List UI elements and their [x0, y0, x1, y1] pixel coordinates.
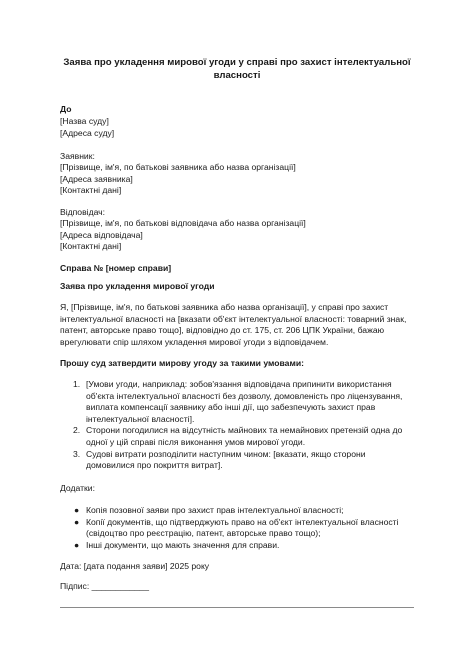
case-number: Справа № [номер справи] [60, 263, 172, 273]
footer-divider [60, 607, 414, 608]
intro-line: Я, [Прізвище, ім'я, по батькові заявника або назва організації], у справі про захист [60, 302, 389, 312]
condition-line: домовилися про покриття витрат]. [86, 460, 223, 470]
court-address: [Адреса суду] [60, 128, 115, 138]
court-name: [Назва суду] [60, 116, 109, 126]
intro-line: патент, авторське право тощо], відповідно до ст. 175, ст. 206 ЦПК України, бажаю [60, 325, 385, 335]
condition-number: 1. [73, 379, 81, 389]
bullet-icon: ● [74, 505, 80, 515]
bullet-icon: ● [74, 540, 80, 550]
respondent-label: Відповідач: [60, 207, 106, 217]
document-title [40, 57, 434, 82]
condition-number: 2. [73, 425, 81, 435]
bullet-icon: ● [74, 517, 80, 527]
applicant-address: [Адреса заявника] [60, 174, 133, 184]
signature-line: Підпис: ____________ [60, 581, 149, 591]
condition-line: Судові витрати розподілити наступним чином: [вказати, якщо сторони [86, 449, 366, 459]
attachment-line: Інші документи, що мають значення для справи. [86, 540, 280, 550]
condition-line: [Умови угоди, наприклад: зобов'язання відповідача припинити використання [86, 379, 392, 389]
attachment-line: Копія позовної заяви про захист прав інтелектуальної власності; [86, 505, 344, 515]
attachments-label: Додатки: [60, 483, 95, 493]
title-line-1: Заява про укладення мирової угоди у справі про захист інтелектуальної [63, 57, 411, 68]
case-subject: Заява про укладення мирової угоди [60, 281, 215, 291]
attachment-line: Копії документів, що підтверджують право на об'єкт інтелектуальної власності [86, 517, 399, 527]
request-heading: Прошу суд затвердити мирову угоду за такими умовами: [60, 358, 304, 368]
condition-line: інтелектуальної власності]. [86, 414, 195, 424]
condition-line: виплата компенсації заявнику або інші дії, що забезпечують захист прав [86, 402, 376, 412]
applicant-label: Заявник: [60, 151, 95, 161]
condition-line: об'єкта інтелектуальної власності без дозволу, домовленість про ліцензування, [86, 391, 403, 401]
condition-line: Сторони погодилися на відсутність майнових та немайнових претензій одна до [86, 425, 403, 435]
title-line-2: власності [213, 69, 261, 81]
condition-line: одної у цій справі після виконання умов мирової угоди. [86, 437, 306, 447]
respondent-address: [Адреса відповідача] [60, 230, 143, 240]
attachment-line: (свідоцтво про реєстрацію, патент, авторське право тощо); [86, 528, 321, 538]
applicant-name: [Прізвище, ім'я, по батькові заявника або назва організації] [60, 162, 296, 172]
court-to-label: До [60, 104, 72, 114]
respondent-contacts: [Контактні дані] [60, 241, 122, 251]
applicant-contacts: [Контактні дані] [60, 185, 122, 195]
intro-line: інтелектуальної власності на [вказати об'єкт інтелектуальної власності: товарний знак, [60, 314, 407, 324]
respondent-name: [Прізвище, ім'я, по батькові відповідача або назва організації] [60, 218, 306, 228]
intro-line: врегулювати спір шляхом укладення мирової угоди з відповідачем. [60, 337, 329, 347]
condition-number: 3. [73, 449, 81, 459]
date-line: Дата: [дата подання заяви] 2025 року [60, 561, 210, 571]
